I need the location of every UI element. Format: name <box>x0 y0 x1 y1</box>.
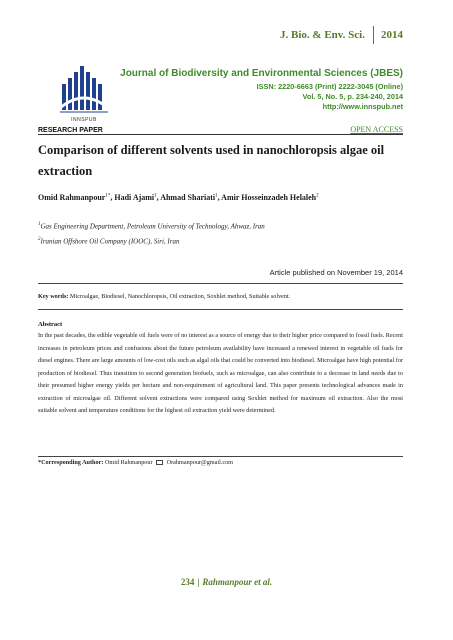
journal-title: Journal of Biodiversity and Environmental Sciences (JBES) <box>120 68 403 79</box>
divider-rule <box>38 309 403 310</box>
footer-author: Rahmanpour et al. <box>202 577 273 587</box>
open-access-link[interactable]: OPEN ACCESS <box>350 125 403 134</box>
author-list: Omid Rahmanpour$^{1*}$, Hadi Ajami$^1$, Ahmad Shariati$^1$, Amir Hosseinzadeh Helaleh$^2$ <box>38 193 319 202</box>
divider-rule <box>38 283 403 284</box>
corresponding-label: *Corresponding Author: <box>38 459 104 466</box>
author-sup: 1 <box>154 193 157 199</box>
corresponding-author <box>38 459 233 466</box>
keywords-label: Key words: <box>38 293 69 300</box>
journal-volume: Vol. 5, No. 5, p. 234-240, 2014 <box>302 92 403 101</box>
article-type-band <box>38 122 403 135</box>
author-name: Amir Hosseinzadeh Helaleh <box>221 193 317 202</box>
paper-title: Comparison of different solvents used in nanochloropsis algae oil extraction <box>38 143 385 178</box>
author-name: Omid Rahmanpour <box>38 193 106 202</box>
publication-date: Article published on November 19, 2014 <box>269 268 403 277</box>
author-name: Ahmad Shariati <box>160 193 216 202</box>
page-number: 234 <box>180 577 195 587</box>
journal-url[interactable]: http://www.innspub.net <box>322 102 403 111</box>
running-head-journal: J. Bio. & Env. Sci. <box>280 29 365 41</box>
logo-text: INNSPUB <box>71 117 97 123</box>
corresponding-name: Omid Rahmanpour <box>104 459 153 466</box>
running-head-divider <box>373 26 374 44</box>
divider-rule <box>38 456 403 457</box>
article-type: RESEARCH PAPER <box>38 127 103 134</box>
keywords <box>38 293 290 300</box>
affiliation-sup: 1 <box>38 222 41 227</box>
abstract-heading: Abstract <box>38 321 63 328</box>
abstract-text: In the past decades, the edible vegetable oil fuels were of no interest as a source of energy due to their higher price compared to fossil fuels. Recent increases in petroleum prices and confusions about the future petroleum availability have increased a renewed interest in vegetable oil fuels for diesel engines. There are large amounts of low-cost oils such as algal oils that could be converted into biodiesel. Microalgae have high potential for production of biodiesel. Thus transition to second generation biofuels, such as microalgae, can also contribute to a decrease in land needs due to their presumed higher energy yields per hectare and non-requirement of agricultural land. This paper presents technological advances made in extraction of microalgae oil. Different solvent extractions were compared using Soxhlet method for maximum oil extraction. Also the most suitable solvent and temperature conditions for the highest oil extraction yield were determined. <box>38 332 403 414</box>
affiliation-1 <box>38 222 265 230</box>
affiliation-text: Gas Engineering Department, Petroleum University of Technology, Ahwaz, Iran <box>40 222 265 231</box>
innspub-logo-icon <box>56 58 112 118</box>
page-footer <box>0 577 453 587</box>
footer-separator: | <box>197 577 200 587</box>
journal-issn: ISSN: 2220-6663 (Print) 2222-3045 (Online) <box>256 82 403 91</box>
affiliation-2 <box>38 237 179 245</box>
author-name: Hadi Ajami <box>114 193 155 202</box>
running-head-year: 2014 <box>381 29 403 41</box>
affiliation-text: Iranian Offshore Oil Company (IOOC), Siri, Iran <box>40 237 180 246</box>
affiliation-sup: 2 <box>38 237 41 242</box>
running-head <box>280 26 403 44</box>
author-sup: 1* <box>105 193 111 199</box>
author-sup: 2 <box>316 193 319 199</box>
author-sup: 1 <box>215 193 218 199</box>
envelope-icon <box>156 460 163 465</box>
keywords-text: Microalgae, Biodiesel, Nanochloropsis, Oil extraction, Soxhlet method, Suitable solvent. <box>69 293 291 300</box>
corresponding-email[interactable]: Orahmanpour@gmail.com <box>166 459 233 466</box>
